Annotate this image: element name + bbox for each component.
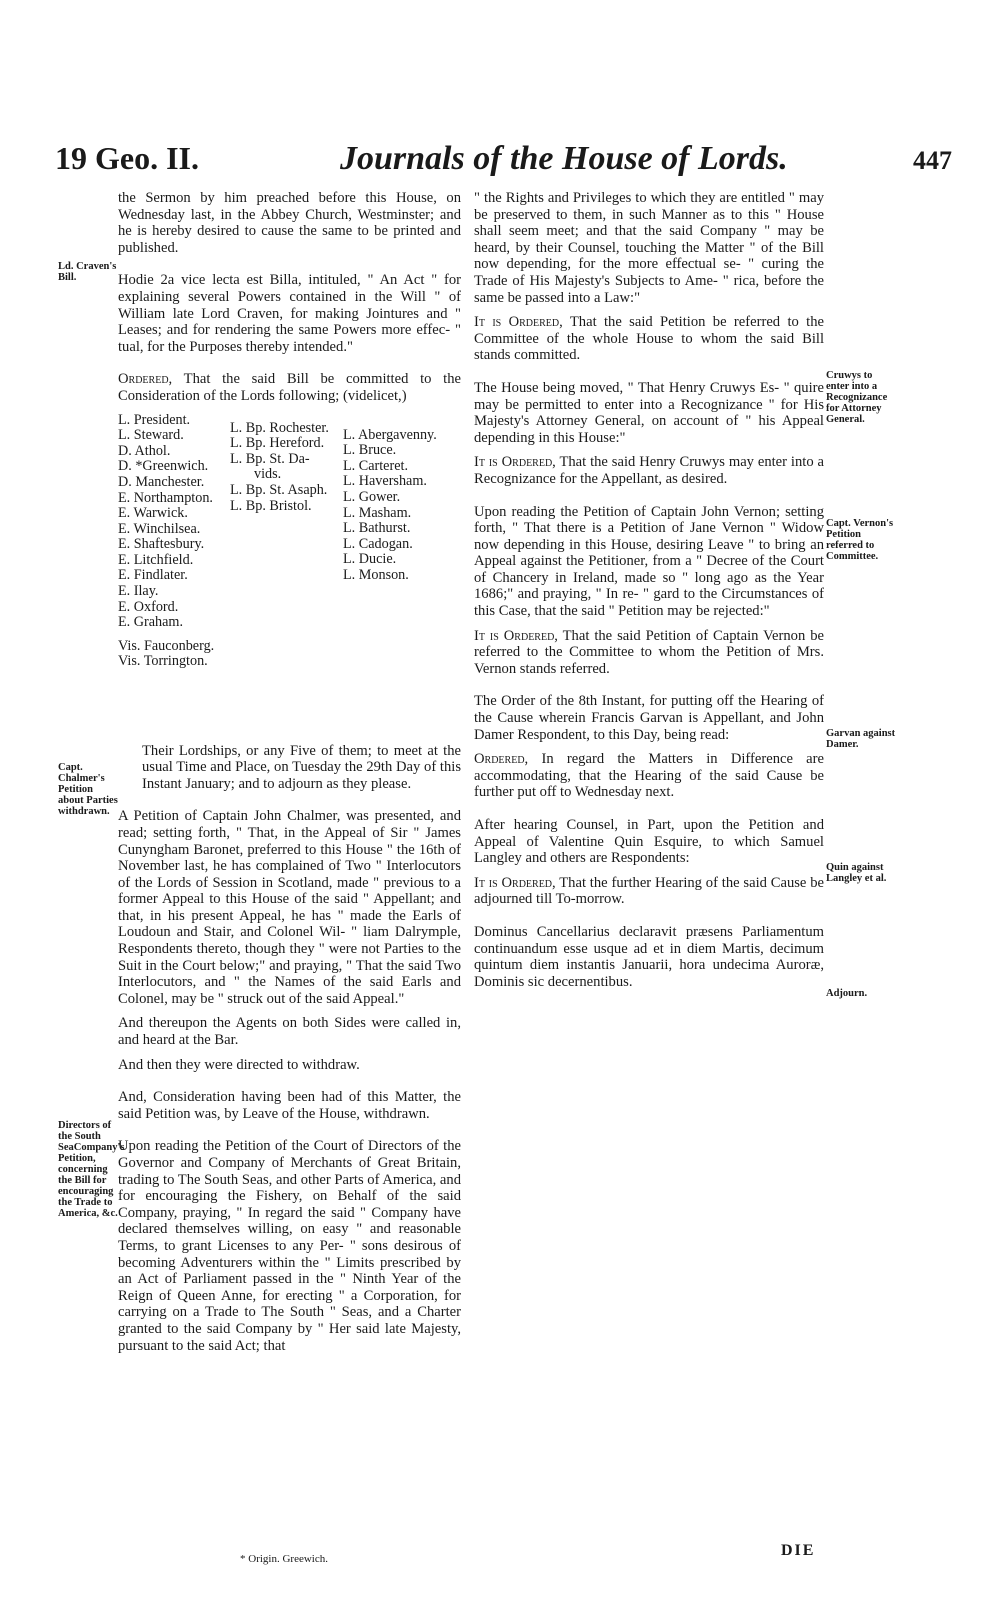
lord-entry: L. Gower. [343, 488, 401, 505]
ordered-word: It is Ordered, [474, 454, 556, 471]
lord-entry: L. Abergavenny. [343, 426, 437, 443]
lord-entry: L. Bp. Bristol. [230, 497, 312, 514]
lord-entry: L. Bp. St. Asaph. [230, 481, 328, 498]
lord-entry: Vis. Torrington. [118, 653, 208, 670]
running-header [55, 140, 952, 184]
margin-note-chalmer: Capt. Chalmer's Petition about Parties withdrawn. [58, 762, 118, 817]
craven-bill-paragraph: Hodie 2a vice lecta est Billa, intituled, " An Act " for explaining several Powers contained in the Will " of William late Lord Craven, for making Jointures and " Leases; and for rendering the same Powers more effec- " tual, for the Purposes thereby intended." [118, 272, 461, 355]
ordered-word: Ordered, [118, 371, 173, 388]
ordered-text: That the said Bill be committed to the Consideration of the Lords following; (videlicet,) [118, 371, 461, 404]
lord-entry: D. Athol. [118, 442, 171, 459]
lord-entry: L. Bathurst. [343, 520, 411, 537]
ordered-text: That the further Hearing of the said Cause be adjourned till To-morrow. [474, 874, 824, 908]
ordered-committee-paragraph [118, 371, 461, 404]
lord-entry: L. Masham. [343, 504, 412, 521]
lord-entry: D. Manchester. [118, 473, 205, 490]
ordered-text: That the said Henry Cruwys may enter into a Recognizance for the Appellant, as desired. [474, 454, 824, 487]
ordered-word: It is Ordered, [474, 314, 563, 331]
lord-entry: L. Ducie. [343, 551, 397, 568]
margin-note-vernon: Capt. Vernon's Petition referred to Committee. [826, 518, 894, 562]
lord-entry: E. Litchfield. [118, 551, 194, 568]
lord-entry: E. Winchilsea. [118, 520, 201, 537]
southsea-ordered-paragraph [474, 314, 824, 364]
lord-entry: L. Bp. Hereford. [230, 435, 325, 452]
lords-list [118, 413, 461, 743]
lord-entry: L. Bp. St. Da- [230, 450, 310, 467]
garvan-ordered-paragraph [474, 751, 824, 801]
lord-entry: E. Oxford. [118, 598, 179, 615]
margin-note-quin: Quin against Langley et al. [826, 862, 887, 884]
lord-entry: L. Steward. [118, 427, 184, 444]
chalmer-petition-paragraph: A Petition of Captain John Chalmer, was presented, and read; setting forth, " That, in the Appeal of Sir " James Cunyngham Baronet, preferred to this House " the 16th of November last, he has complained of Two " Interlocutors of the Lords of Session in Scotland, made " previous to a former Appeal to this House of the said " Appellant; and that, in his present Appeal, he has " made the Earls of Loudoun and Stair, and Colonel Wil- " liam Dalrymple, Respondents thereto, though they " were not Parties to the Suit in the Court below;" and praying, " That the said Two Interlocutors, and " the Names of the said Earls and Colonel, may be " struck out of the said Appeal." [118, 808, 461, 1007]
quin-paragraph: After hearing Counsel, in Part, upon the Petition and Appeal of Valentine Quin Esquire, to which Samuel Langley and others are Respondents: [474, 817, 824, 867]
ordered-word: It is Ordered, [474, 627, 558, 644]
adjournment-paragraph: Dominus Cancellarius declaravit præsens Parliamentum continuandum esse usque ad et in diem Martis, decimum quintum diem instantis Januarii, hora undecima Auroræ, Dominis sic decernentibus. [474, 923, 824, 990]
ordered-text: In regard the Matters in Difference are accommodating, that the Hearing of the said Cause be further put off to Wednesday next. [474, 751, 824, 801]
southsea-petition-paragraph: Upon reading the Petition of the Court of Directors of the Governor and Company of Merchants of Great Britain, trading to The South Seas, and other Parts of America, and for encouraging the Fishery, on Behalf of the said Company, praying, " In regard the said " Company have declared themselves willing, on easy " and reasonable Terms, to grant Licenses to any Per- " sons desirous of becoming Adventurers within the " Limits prescribed by an Act of Parliament passed in the " Ninth Year of the Reign of Queen Anne, for erecting " a Corporation, for carrying on a Trade to The South " Seas, and a Charter granted to the said Company by " Her said late Majesty, pursuant to the said Act; that [118, 1138, 461, 1354]
ordered-text: That the said Petition of Captain Vernon be referred to the Committee to whom the Petition of Mrs. Vernon stands referred. [474, 627, 824, 677]
right-column [474, 190, 824, 990]
southsea-continued-paragraph: " the Rights and Privileges to which they are entitled " may be preserved to them, in such Manner as to this " House shall seem meet; and that the said Company " may be heard, by their Counsel, touching the Matter " of the Bill now depending, for the more effectual se- " curing the Trade of His Majesty's Subjects to Ame- " rica, before the same be passed into a Law:" [474, 190, 824, 306]
lord-entry: L. Bp. Rochester. [230, 419, 329, 436]
cruwys-ordered-paragraph [474, 454, 824, 487]
lords-column-1 [118, 413, 214, 671]
lord-entry: vids. [254, 466, 282, 483]
margin-note-craven: Ld. Craven's Bill. [58, 261, 117, 283]
lord-entry: D. *Greenwich. [118, 458, 209, 475]
left-column [118, 190, 461, 1354]
lord-entry: E. Ilay. [118, 583, 159, 600]
lord-entry: E. Graham. [118, 614, 184, 631]
ordered-word: It is Ordered, [474, 874, 556, 891]
sermon-paragraph: the Sermon by him preached before this House, on Wednesday last, in the Abbey Church, Westminster; and he is hereby desired to cause the same to be printed and published. [118, 190, 461, 256]
lords-column-3 [343, 428, 437, 584]
margin-note-garvan: Garvan against Damer. [826, 728, 896, 750]
lord-entry: L. Monson. [343, 566, 409, 583]
page-number: 447 [913, 146, 952, 175]
lord-entry: E. Shaftesbury. [118, 536, 205, 553]
catchword: DIE [781, 1542, 816, 1559]
regnal-year: 19 Geo. II. [55, 140, 199, 176]
ordered-word: Ordered, [474, 751, 529, 768]
lordships-paragraph: Their Lordships, or any Five of them; to meet at the usual Time and Place, on Tuesday the 29th Day of this Instant January; and to adjourn as they please. [142, 742, 461, 792]
quin-ordered-paragraph [474, 875, 824, 908]
ordered-text: That the said Petition be referred to the Committee of the whole House to whom the said Bill stands committed. [474, 314, 824, 364]
agents-paragraph: And thereupon the Agents on both Sides were called in, and heard at the Bar. [118, 1015, 461, 1049]
vernon-paragraph: Upon reading the Petition of Captain John Vernon; setting forth, " That there is a Petition of Jane Vernon " Widow now depending in this House, desiring Leave " to bring an Appeal against the Petitioner, from a " Decree of the Court of Chancery in Ireland, made so " long ago as the Year 1686;" and praying, " In re- " gard to the Circumstances of this Case, that the said " Petition may be rejected:" [474, 503, 824, 620]
garvan-paragraph: The Order of the 8th Instant, for putting off the Hearing of the Cause wherein Francis Garvan is Appellant, and John Damer Respondent, to this Day, being read: [474, 693, 824, 743]
lord-entry: E. Northampton. [118, 489, 213, 506]
margin-note-southsea: Directors of the South SeaCompany's Petition, concerning the Bill for encouraging the Trade to America, &c. [58, 1120, 125, 1219]
consideration-paragraph: And, Consideration having been had of this Matter, the said Petition was, by Leave of the House, withdrawn. [118, 1089, 461, 1122]
footnote: * Origin. Greewich. [240, 1553, 328, 1565]
lord-entry: E. Findlater. [118, 567, 188, 584]
cruwys-paragraph: The House being moved, " That Henry Cruwys Es- " quire may be permitted to enter into a Recognizance " for His Majesty's Attorney General, on account of " his Appeal depending in this House:" [474, 379, 824, 446]
vernon-ordered-paragraph [474, 628, 824, 678]
lord-entry: E. Warwick. [118, 505, 188, 522]
lord-entry: Vis. Fauconberg. [118, 637, 215, 654]
journal-title: Journals of the House of Lords. [340, 140, 788, 177]
lord-entry: L. President. [118, 411, 191, 428]
lord-entry: L. Carteret. [343, 457, 408, 474]
lord-entry: L. Cadogan. [343, 535, 413, 552]
margin-note-cruwys: Cruwys to enter into a Recognizance for Attorney General. [826, 370, 888, 425]
lord-entry: L. Bruce. [343, 442, 397, 459]
margin-note-adjourn: Adjourn. [826, 988, 868, 999]
lord-entry: L. Haversham. [343, 473, 427, 490]
lords-column-2 [230, 421, 329, 515]
withdraw-paragraph: And then they were directed to withdraw. [118, 1056, 360, 1073]
